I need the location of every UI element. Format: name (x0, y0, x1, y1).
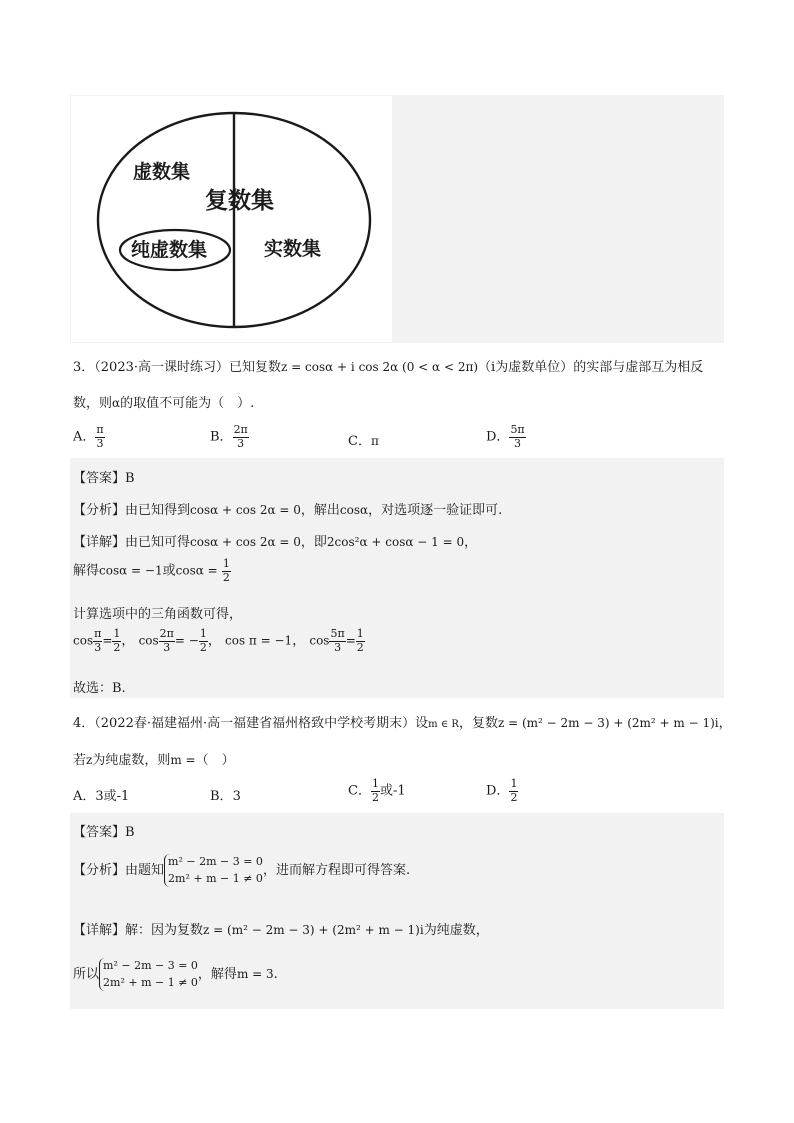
q3-stem-line2: 数，则α的取值不可能为（ ）. (73, 396, 255, 411)
figure-canvas (71, 96, 392, 342)
q3-analysis: 【分析】由已知得到cosα + cos 2α = 0，解出cosα，对选项逐一验证即可. (73, 503, 503, 518)
q4-option-b[interactable]: B．3 (210, 789, 241, 804)
number-set-diagram (71, 96, 392, 342)
real-set-label: 实数集 (264, 238, 322, 260)
q4-stem-line2: 若z为纯虚数，则m =（ ） (73, 753, 235, 768)
q4-option-c[interactable]: C． $\frac{1}{2}$ 或-1 (348, 777, 406, 804)
complex-set-label: 复数集 (205, 187, 274, 214)
q4-detail: 【详解】解：因为复数z = (m² − 2m − 3) + (2m² + m − 1)i为纯虚数， (73, 923, 489, 938)
q4-option-a[interactable]: A．3或-1 (73, 789, 130, 804)
q3-solve-line: 解得cosα = −1或cosα = $\frac{1}{2}$ (73, 557, 230, 584)
q3-option-a[interactable]: A． $\frac{\pi}{3}$ (73, 423, 104, 450)
q3-option-d[interactable]: D． $\frac{5\pi}{3}$ (486, 423, 525, 450)
q4-answer: 【答案】B (73, 825, 135, 840)
pure-imaginary-set-label: 纯虚数集 (131, 239, 208, 261)
q4-final-system: m² − 2m − 3 = 0 2m² + m − 1 ≠ 0 (99, 958, 198, 991)
q4-analysis-system: m² − 2m − 3 = 0 2m² + m − 1 ≠ 0 (164, 854, 263, 887)
figure-frame (70, 95, 724, 343)
q4-stem-line1: 4．（2022春·福建福州·高一福建省福州格致中学校考期末）设m ∈ R，复数z = (m² − 2m − 3) + (2m² + m − 1)i， (73, 716, 732, 731)
q3-answer: 【答案】B (73, 471, 135, 486)
q4-analysis: 【分析】由题知 m² − 2m − 3 = 0 2m² + m − 1 ≠ 0 ，进而解方程即可得答案. (73, 854, 410, 887)
imaginary-set-label: 虚数集 (133, 161, 191, 183)
q3-option-c[interactable]: C．π (348, 434, 379, 449)
q3-compute-line: 计算选项中的三角函数可得， (73, 607, 243, 622)
q4-final: 所以 m² − 2m − 3 = 0 2m² + m − 1 ≠ 0 ，解得m = 3. (73, 958, 278, 991)
q3-values-line: cos $\frac{\pi}{3}$ = $\frac{1}{2}$ ， cos $\frac{2\pi}{3}$ = − $\frac{1}{2}$ ， cos π = −1， cos $\frac{5\pi}{3}$ = $\frac{1}{2}$ (73, 627, 364, 654)
q4-option-d[interactable]: D． $\frac{1}{2}$ (486, 777, 518, 804)
q3-stem-formula: z = cosα + i cos 2α (0 < α < 2π) (281, 360, 479, 374)
q3-detail: 【详解】由已知可得cosα + cos 2α = 0，即2cos²α + cosα − 1 = 0， (73, 535, 478, 550)
q3-option-b[interactable]: B． $\frac{2\pi}{3}$ (210, 423, 248, 450)
q3-stem-line1: 3．（2023·高一课时练习）已知复数z = cosα + i cos 2α (0 < α < 2π)（i为虚数单位）的实部与虚部互为相反 (73, 360, 704, 375)
q3-conclusion: 故选：B. (73, 681, 126, 696)
